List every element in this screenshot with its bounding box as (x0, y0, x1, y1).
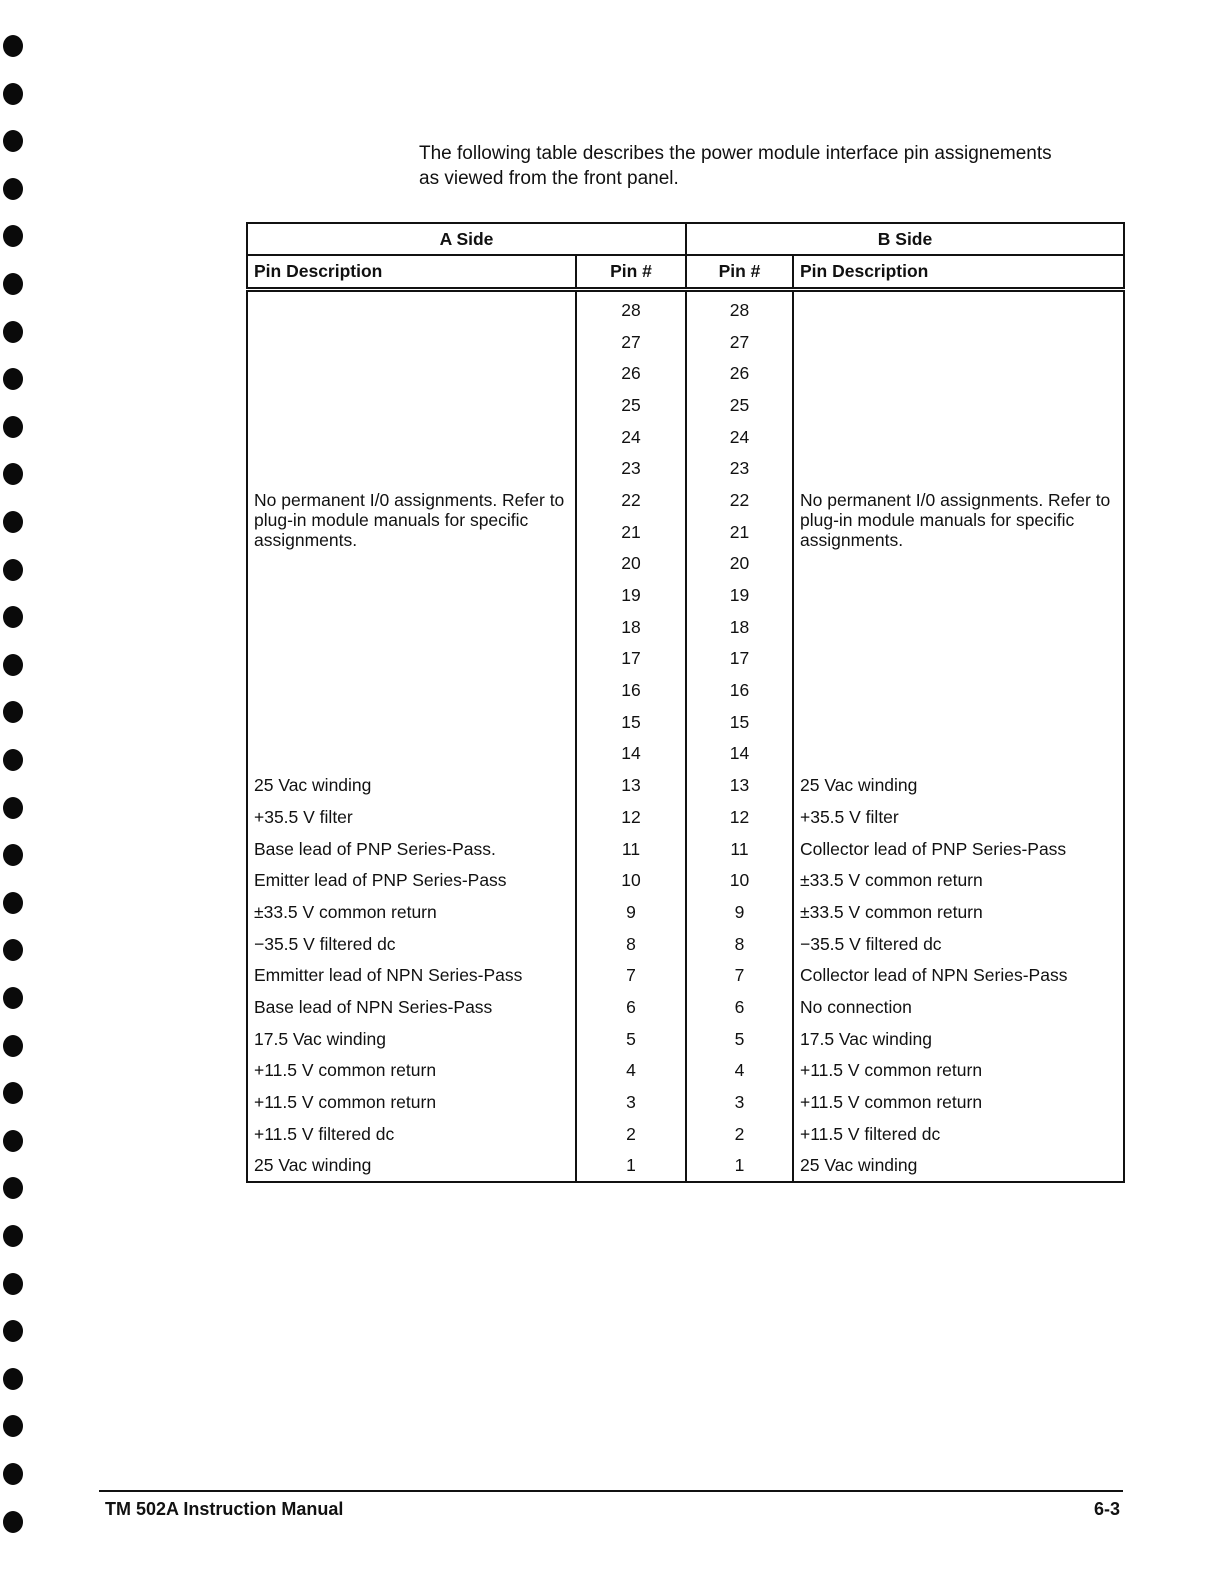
a-pin-description: +11.5 V common return (247, 1086, 576, 1118)
a-pin-number: 27 (576, 326, 686, 358)
b-pin-description: −35.5 V filtered dc (793, 928, 1124, 960)
a-pin-number: 4 (576, 1055, 686, 1087)
b-pin-number: 11 (686, 833, 793, 865)
a-pin-description: Base lead of PNP Series-Pass. (247, 833, 576, 865)
a-pin-number: 10 (576, 864, 686, 896)
b-pin-number: 5 (686, 1023, 793, 1055)
footer-rule (99, 1490, 1123, 1492)
b-pin-number: 24 (686, 421, 793, 453)
table-row (247, 896, 1124, 928)
table-row (247, 1118, 1124, 1150)
a-pin-number: 24 (576, 421, 686, 453)
b-pin-number: 1 (686, 1150, 793, 1183)
table-row (247, 1086, 1124, 1118)
a-pin-number: 20 (576, 548, 686, 580)
a-pin-number: 18 (576, 611, 686, 643)
b-pin-number-header: Pin # (686, 255, 793, 290)
b-pin-number: 21 (686, 516, 793, 548)
table-row (247, 833, 1124, 865)
b-pin-number: 4 (686, 1055, 793, 1087)
table-row (247, 1150, 1124, 1183)
a-pin-description: 25 Vac winding (247, 1150, 576, 1183)
a-side-header: A Side (247, 223, 686, 255)
b-pin-number: 20 (686, 548, 793, 580)
binder-hole (3, 797, 23, 819)
footer-page-number: 6-3 (1093, 1499, 1120, 1519)
b-pin-number: 10 (686, 864, 793, 896)
table-row (247, 959, 1124, 991)
a-pin-description: Base lead of NPN Series-Pass (247, 991, 576, 1023)
b-pin-description: ±33.5 V common return (793, 896, 1124, 928)
binder-hole (3, 654, 23, 676)
a-pin-number: 16 (576, 674, 686, 706)
a-no-assignment-note: No permanent I/0 assignments. Refer to plug-in module manuals for specific assignments. (247, 290, 576, 770)
binder-hole (3, 130, 23, 152)
b-pin-number: 6 (686, 991, 793, 1023)
a-pin-description: 17.5 Vac winding (247, 1023, 576, 1055)
footer-manual-title: TM 502A Instruction Manual (105, 1499, 344, 1519)
binder-hole (3, 892, 23, 914)
intro-line-1: The following table describes the power module interface pin assignements (419, 143, 1052, 164)
table-row (247, 1055, 1124, 1087)
b-pin-description: No connection (793, 991, 1124, 1023)
table-row (247, 769, 1124, 801)
b-pin-description: 25 Vac winding (793, 1150, 1124, 1183)
binder-hole (3, 749, 23, 771)
b-pin-number: 19 (686, 579, 793, 611)
a-pin-number: 21 (576, 516, 686, 548)
b-pin-number: 7 (686, 959, 793, 991)
binder-hole (3, 844, 23, 866)
b-no-assignment-note: No permanent I/0 assignments. Refer to plug-in module manuals for specific assignments. (793, 290, 1124, 770)
b-pin-description: +11.5 V common return (793, 1055, 1124, 1087)
binder-hole (3, 321, 23, 343)
binder-hole (3, 1415, 23, 1437)
binder-hole (3, 1463, 23, 1485)
b-pin-number: 25 (686, 389, 793, 421)
b-pin-number: 3 (686, 1086, 793, 1118)
binder-hole (3, 987, 23, 1009)
a-pin-number: 2 (576, 1118, 686, 1150)
binder-hole (3, 1177, 23, 1199)
b-pin-number: 27 (686, 326, 793, 358)
a-pin-number: 26 (576, 357, 686, 389)
b-pin-description-header: Pin Description (793, 255, 1124, 290)
a-pin-number: 11 (576, 833, 686, 865)
a-pin-number: 13 (576, 769, 686, 801)
binder-hole (3, 701, 23, 723)
b-pin-number: 15 (686, 706, 793, 738)
binder-hole (3, 1082, 23, 1104)
intro-line-2: as viewed from the front panel. (419, 168, 679, 189)
a-pin-description: Emitter lead of PNP Series-Pass (247, 864, 576, 896)
a-pin-number: 22 (576, 484, 686, 516)
binder-hole (3, 606, 23, 628)
a-pin-number-header: Pin # (576, 255, 686, 290)
intro-paragraph (419, 141, 1119, 191)
binder-hole (3, 1511, 23, 1533)
binder-hole (3, 559, 23, 581)
binder-hole (3, 35, 23, 57)
b-pin-description: +11.5 V common return (793, 1086, 1124, 1118)
a-pin-number: 15 (576, 706, 686, 738)
binder-hole (3, 1320, 23, 1342)
table-row (247, 864, 1124, 896)
column-header-row (247, 255, 1124, 290)
b-pin-number: 9 (686, 896, 793, 928)
b-pin-number: 14 (686, 738, 793, 770)
a-pin-number: 3 (576, 1086, 686, 1118)
table-row (247, 290, 1124, 326)
b-pin-number: 23 (686, 452, 793, 484)
binder-hole (3, 368, 23, 390)
b-pin-description: +11.5 V filtered dc (793, 1118, 1124, 1150)
side-header-row (247, 223, 1124, 255)
a-pin-description: −35.5 V filtered dc (247, 928, 576, 960)
b-pin-description: 17.5 Vac winding (793, 1023, 1124, 1055)
binder-hole (3, 83, 23, 105)
table-row (247, 991, 1124, 1023)
b-pin-number: 8 (686, 928, 793, 960)
b-side-header: B Side (686, 223, 1124, 255)
b-pin-number: 28 (686, 290, 793, 326)
a-pin-description: +11.5 V common return (247, 1055, 576, 1087)
table-row (247, 928, 1124, 960)
a-pin-number: 28 (576, 290, 686, 326)
b-pin-description: 25 Vac winding (793, 769, 1124, 801)
a-pin-number: 9 (576, 896, 686, 928)
table-row (247, 801, 1124, 833)
b-pin-description: Collector lead of PNP Series-Pass (793, 833, 1124, 865)
a-pin-number: 17 (576, 643, 686, 675)
a-pin-number: 14 (576, 738, 686, 770)
binder-hole (3, 463, 23, 485)
a-pin-number: 7 (576, 959, 686, 991)
b-pin-number: 17 (686, 643, 793, 675)
a-pin-number: 8 (576, 928, 686, 960)
b-pin-number: 12 (686, 801, 793, 833)
pin-assignment-table (246, 222, 1125, 1183)
binder-hole (3, 939, 23, 961)
b-pin-number: 18 (686, 611, 793, 643)
binder-hole (3, 1130, 23, 1152)
a-pin-number: 5 (576, 1023, 686, 1055)
a-pin-number: 12 (576, 801, 686, 833)
a-pin-description-header: Pin Description (247, 255, 576, 290)
b-pin-number: 26 (686, 357, 793, 389)
b-pin-number: 2 (686, 1118, 793, 1150)
b-pin-description: +35.5 V filter (793, 801, 1124, 833)
table-row (247, 1023, 1124, 1055)
b-pin-number: 22 (686, 484, 793, 516)
binder-hole (3, 511, 23, 533)
b-pin-number: 13 (686, 769, 793, 801)
a-pin-description: +11.5 V filtered dc (247, 1118, 576, 1150)
a-pin-number: 1 (576, 1150, 686, 1183)
a-pin-description: ±33.5 V common return (247, 896, 576, 928)
a-pin-number: 19 (576, 579, 686, 611)
binder-hole (3, 273, 23, 295)
binder-hole (3, 1035, 23, 1057)
b-pin-description: ±33.5 V common return (793, 864, 1124, 896)
binder-hole (3, 1225, 23, 1247)
binder-holes (0, 0, 30, 1582)
binder-hole (3, 225, 23, 247)
a-pin-number: 6 (576, 991, 686, 1023)
a-pin-number: 23 (576, 452, 686, 484)
a-pin-description: +35.5 V filter (247, 801, 576, 833)
a-pin-number: 25 (576, 389, 686, 421)
binder-hole (3, 416, 23, 438)
a-pin-description: Emmitter lead of NPN Series-Pass (247, 959, 576, 991)
binder-hole (3, 1273, 23, 1295)
binder-hole (3, 178, 23, 200)
a-pin-description: 25 Vac winding (247, 769, 576, 801)
binder-hole (3, 1368, 23, 1390)
b-pin-number: 16 (686, 674, 793, 706)
b-pin-description: Collector lead of NPN Series-Pass (793, 959, 1124, 991)
pin-table-body (247, 290, 1124, 1183)
